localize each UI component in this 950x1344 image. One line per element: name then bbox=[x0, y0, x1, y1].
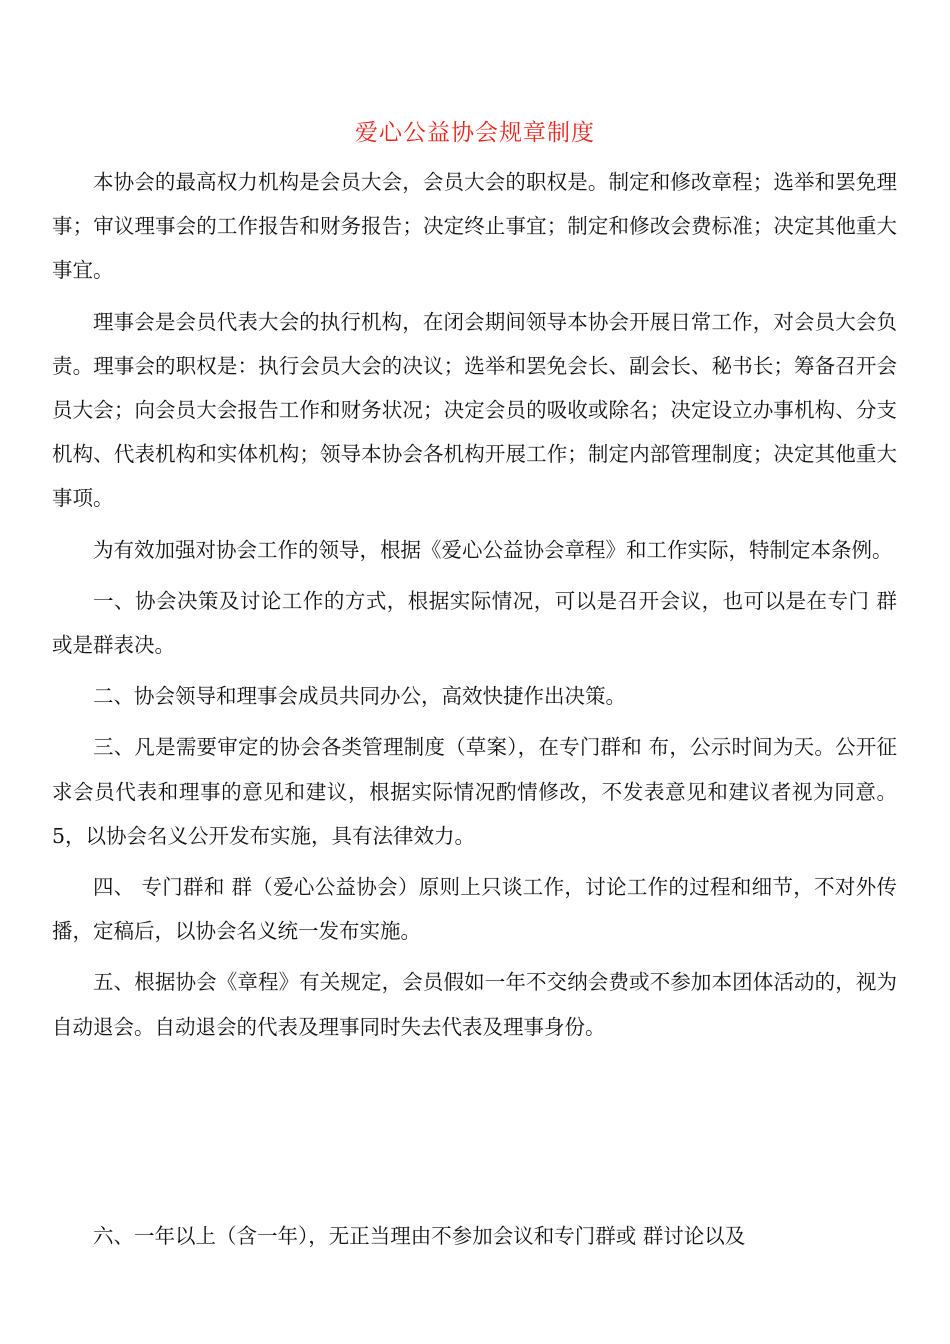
paragraph-article-6: 六、一年以上（含一年），无正当理由不参加会议和专门群或 群讨论以及 bbox=[93, 1224, 746, 1248]
paragraph-article-3: 三、凡是需要审定的协会各类管理制度（草案），在专门群和 布，公示时间为天。公开征求会员代表和理事的意见和建议，根据实际情况酌情修改，不发表意见和建议者视为同意。5，以协会名义公开发布实施，具有法律效力。 bbox=[52, 735, 897, 848]
paragraph-article-5: 五、根据协会《章程》有关规定，会员假如一年不交纳会费或不参加本团体活动的，视为自动退会。自动退会的代表及理事同时失去代表及理事身份。 bbox=[52, 970, 897, 1039]
paragraph-article-2: 二、协会领导和理事会成员共同办公，高效快捷作出决策。 bbox=[93, 684, 626, 709]
paragraph-article-4: 四、 专门群和 群（爱心公益协会）原则上只谈工作，讨论工作的过程和细节，不对外传播，定稿后，以协会名义统一发布实施。 bbox=[52, 875, 897, 944]
paragraph-council: 理事会是会员代表大会的执行机构，在闭会期间领导本协会开展日常工作，对会员大会负责。理事会的职权是：执行会员大会的决议；选举和罢免会长、副会长、秘书长；筹备召开会员大会；向会员大会报告工作和财务状况；决定会员的吸收或除名；决定设立办事机构、分支机构、代表机构和实体机构；领导本协会各机构开展工作；制定内部管理制度；决定其他重大事项。 bbox=[52, 309, 897, 511]
paragraph-article-1: 一、协会决策及讨论工作的方式，根据实际情况，可以是召开会议，也可以是在专门 群或是群表决。 bbox=[52, 588, 897, 658]
document-body bbox=[52, 160, 897, 1056]
document-title: 爱心公益协会规章制度 bbox=[355, 120, 595, 146]
paragraph-purpose: 为有效加强对协会工作的领导，根据《爱心公益协会章程》和工作实际，特制定本条例。 bbox=[93, 537, 893, 562]
paragraph-general-assembly: 本协会的最高权力机构是会员大会，会员大会的职权是。制定和修改章程；选举和罢免理事；审议理事会的工作报告和财务报告；决定终止事宜；制定和修改会费标准；决定其他重大事宜。 bbox=[52, 170, 897, 283]
